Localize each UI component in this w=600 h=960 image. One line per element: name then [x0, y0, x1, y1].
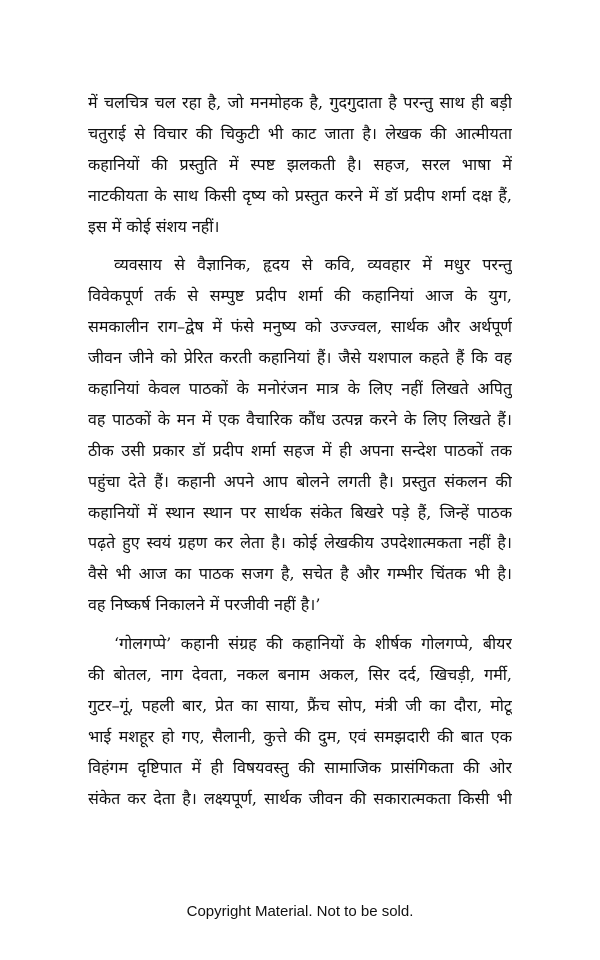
paragraph-1-line-2: चतुराई से विचार की चिकुटी भी काट जाता है। लेखक की आत्मीयता	[88, 123, 512, 143]
paragraph-2-line-1: व्यवसाय से वैज्ञानिक, हृदय से कवि, व्यवहार में मधुर परन्तु	[114, 255, 512, 275]
paragraph-2-line-5: कहानियां केवल पाठकों के मनोरंजन मात्र के लिए नहीं लिखते अपितु	[88, 379, 512, 399]
paragraph-3-line-1: ‘गोलगप्पे’ कहानी संग्रह की कहानियों के शीर्षक गोलगप्पे, बीयर	[114, 634, 512, 654]
paragraph-2-line-4: जीवन जीने को प्रेरित करती कहानियां हैं। जैसे यशपाल कहते हैं कि वह	[88, 348, 512, 368]
paragraph-1-line-1: में चलचित्र चल रहा है, जो मनमोहक है, गुदगुदाता है परन्तु साथ ही बड़ी	[88, 93, 512, 112]
paragraph-2-line-7: ठीक उसी प्रकार डॉ प्रदीप शर्मा सहज में ही अपना सन्देश पाठकों तक	[88, 440, 512, 460]
paragraph-2-line-3: समकालीन राग–द्वेष में फंसे मनुष्य को उज्ज्वल, सार्थक और अर्थपूर्ण	[88, 317, 512, 337]
paragraph-2-line-8: पहुंचा देते हैं। कहानी अपने आप बोलने लगती है। प्रस्तुत संकलन की	[88, 471, 512, 491]
paragraph-3-line-3: गुटर–गूं, पहली बार, प्रेत का साया, फ्रैंच सोप, मंत्री जी का दौरा, मोटू	[88, 695, 512, 715]
paragraph-1-line-3: कहानियों की प्रस्तुति में स्पष्ट झलकती है। सहज, सरल भाषा में	[88, 154, 512, 174]
paragraph-2-line-2: विवेकपूर्ण तर्क से सम्पुष्ट प्रदीप शर्मा की कहानियां आज के युग,	[88, 286, 512, 306]
copyright-footer: Copyright Material. Not to be sold.	[186, 903, 414, 920]
paragraph-1-line-5: इस में कोई संशय नहीं।	[88, 216, 220, 236]
paragraph-3-line-5: विहंगम दृष्टिपात में ही विषयवस्तु की सामाजिक प्रासंगिकता की ओर	[88, 757, 512, 777]
paragraph-3-line-4: भाई मशहूर हो गए, सैलानी, कुत्ते की दुम, एवं समझदारी की बात एक	[88, 726, 512, 746]
paragraph-spacer	[88, 621, 512, 629]
paragraph-2-line-10: पढ़ते हुए स्वयं ग्रहण कर लेता है। कोई लेखकीय उपदेशात्मकता नहीं है।	[88, 533, 512, 553]
paragraph-2-line-6: वह पाठकों के मन में एक वैचारिक कौंध उत्पन्न करने के लिए लिखते हैं।	[88, 409, 512, 429]
body-text	[88, 88, 512, 814]
paragraph-3-line-2: की बोतल, नाग देवता, नकल बनाम अकल, सिर दर्द, खिचड़ी, गर्मी,	[88, 665, 512, 685]
paragraph-2-line-9: कहानियों में स्थान स्थान पर सार्थक संकेत बिखरे पड़े हैं, जिन्हें पाठक	[88, 502, 512, 522]
paragraph-2-line-11: वैसे भी आज का पाठक सजग है, सचेत है और गम्भीर चिंतक भी है।	[88, 564, 512, 584]
paragraph-3-line-6: संकेत कर देता है। लक्ष्यपूर्ण, सार्थक जीवन की सकारात्मकता किसी भी	[88, 788, 512, 808]
paragraph-spacer	[88, 242, 512, 250]
paragraph-2-line-12: वह निष्कर्ष निकालने में परजीवी नहीं है।’	[88, 595, 321, 615]
paragraph-1-line-4: नाटकीयता के साथ किसी दृष्य को प्रस्तुत करने में डॉ प्रदीप शर्मा दक्ष हैं,	[88, 185, 512, 205]
